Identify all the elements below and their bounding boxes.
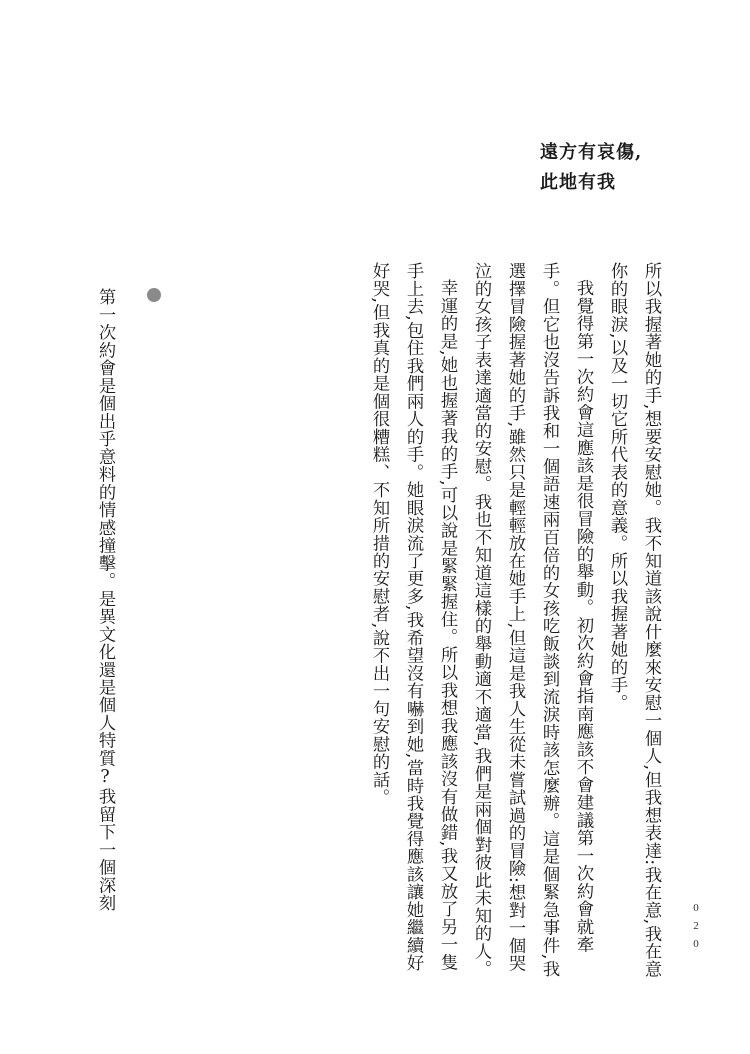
section-bullet-icon: [147, 288, 161, 302]
title-line-2: 此地有我: [540, 172, 616, 193]
section-title: [540, 138, 700, 198]
paragraph: 我覺得第一次約會這應該是很冒險的舉動。初次約會指南應該不會建議第一次約會就牽手。但它也沒告訴我和一個語速兩百倍的女孩吃飯談到流淚時該怎麼辦。這是個緊急事件,我選擇冒險握著她的手,雖然只是輕輕放在她手上,但這是我人生從未嘗試過的冒險:想對一個哭泣的女孩子表達適當的安慰。我也不知道這樣的舉動適不適當,我們是兩個對彼此未知的人。: [471, 262, 593, 978]
body-text: [228, 262, 668, 982]
page-number: 020: [690, 902, 702, 956]
next-section-text: 第一次約會是個出乎意料的情感撞擊。是異文化還是個人特質?我留下一個深刻: [95, 288, 115, 912]
paragraph: 所以我握著她的手,想要安慰她。我不知道該說什麼來安慰一個人,但我想表達:我在意,我在意你的眼淚,以及一切它所代表的意義。所以我握著她的手。: [607, 262, 661, 978]
title-line-1: 遠方有哀傷,: [540, 142, 643, 163]
paragraph: 幸運的是,她也握著我的手,可以說是緊緊握住。所以我想我應該沒有做錯,我又放了另一隻手上去,包住我們兩人的手。她眼淚流了更多,我希望沒有嚇到她,當時我覺得應該讓她繼續好好哭,但我真的是個很糟糕、不知所措的安慰者,說不出一句安慰的話。: [369, 262, 457, 972]
